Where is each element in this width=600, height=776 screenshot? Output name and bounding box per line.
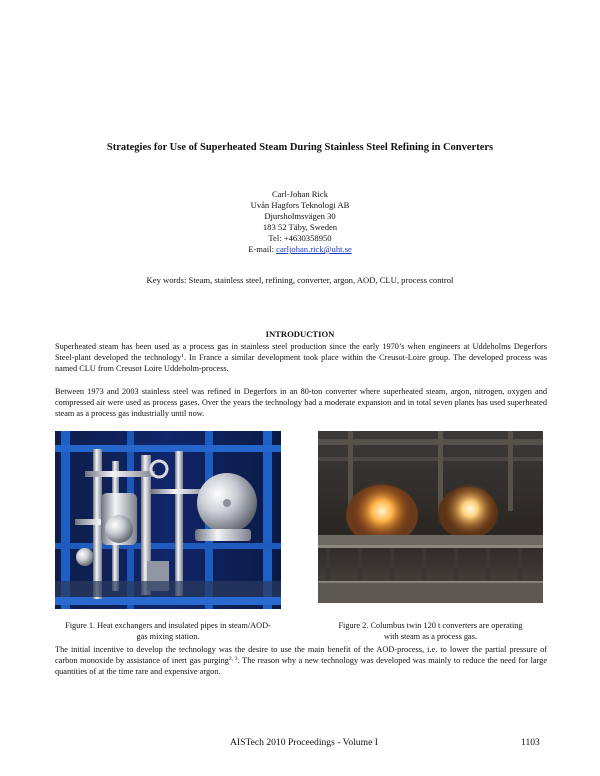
author-company: Uvån Hagfors Teknologi AB [250,200,350,210]
citation-ref: 1 [181,353,184,360]
converter-photo [318,431,543,603]
figure-1-caption: Figure 1. Heat exchangers and insulated pipes in steam/AOD- gas mixing station. [65,621,271,641]
author-city: 183 52 Täby, Sweden [262,222,338,232]
author-block [0,189,600,255]
paper-title: Strategies for Use of Superheated Steam During Stainless Steel Refining in Converters [106,142,494,153]
footer-page-number: 1103 [521,737,540,748]
keywords: Key words: Steam, stainless steel, refining, converter, argon, AOD, CLU, process control [146,275,454,285]
section-heading-introduction: INTRODUCTION [265,329,335,339]
figure-2-image [318,431,543,603]
email-label: E-mail: [248,244,274,254]
author-name: Carl-Johan Rick [271,189,329,199]
paragraph-3: The initial incentive to develop the technology was the desire to use the main benefit of the AOD-process, i.e. to lower the partial pressure of carbon monoxide by assistance of inert gas purging$^{2, 3}$. The reason why a new technology was developed was mainly to reduce the need for large quantities of at the time rare and expensive argon. [55,645,548,677]
figure-1-image [55,431,281,609]
footer-proceedings: AISTech 2010 Proceedings - Volume I [230,737,378,748]
author-street: Djursholmsvägen 30 [264,211,336,221]
figure-2-caption: Figure 2. Columbus twin 120 t converters are operating with steam as a process gas. [338,621,523,641]
paragraph-2: Between 1973 and 2003 stainless steel was refined in Degerfors in an 80-ton converter where superheated steam, argon, nitrogen, oxygen and compressed air were used as process gases. Over the years the technology had a moderate expansion and in total seven plants has used superheated steam as a process gas industrially until now. [55,387,547,419]
steam-station-photo [55,431,281,609]
author-tel: Tel: +4630358950 [268,233,332,243]
citation-ref: 2, 3 [228,656,238,663]
email-link[interactable]: carljohan.rick@uht.se [276,244,352,254]
paragraph-1: Superheated steam has been used as a process gas in stainless steel production since the early 1970’s when engineers at Uddeholms Degerfors Steel-plant developed the technology$^1$. In France a similar development took place within the Creusot-Loire group. The developed process was named CLU from Creusot Loire Uddeholm-process. [55,342,547,374]
